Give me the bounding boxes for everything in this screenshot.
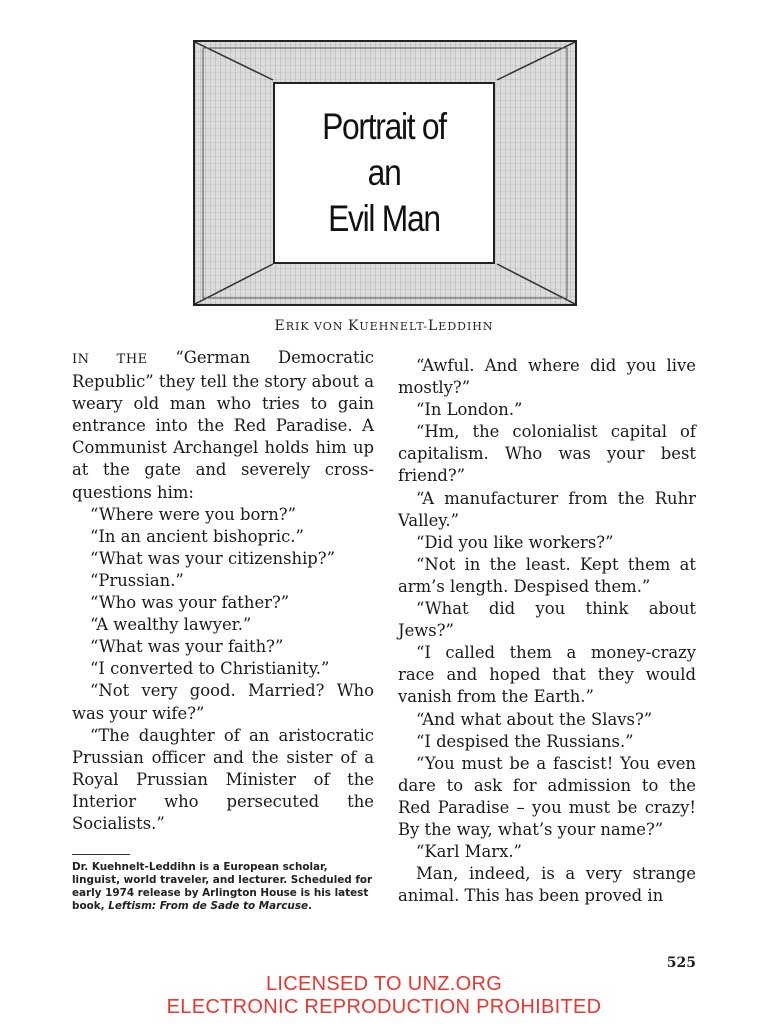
watermark-line-2: ELECTRONIC REPRODUCTION PROHIBITED	[166, 996, 602, 1018]
footnote-book-title: Leftism: From de Sade to Marcuse	[108, 899, 309, 912]
left-paragraph-1-text: “German Democratic Republic” they tell the story about a weary old man who tries to gain entrance into the Red Paradise. A Communist Archangel holds him up at the gate and severely cross-questions him:	[72, 348, 374, 502]
article-title-line-3: Evil Man	[328, 198, 440, 239]
right-paragraph-6: “Not in the least. Kept them at arm’s length. Despised them.”	[398, 554, 696, 596]
author-footnote	[72, 861, 374, 913]
left-paragraph-9: “I converted to Christianity.”	[90, 659, 330, 679]
footnote-end: .	[308, 899, 313, 912]
left-paragraph-7: “A wealthy lawyer.”	[90, 615, 252, 635]
right-paragraph-12: “Karl Marx.”	[416, 842, 522, 862]
byline-l: L	[428, 318, 439, 334]
left-paragraph-8: “What was your faith?”	[90, 637, 284, 657]
article-title-line-1: Portrait of	[322, 106, 446, 147]
left-paragraph-3: “In an ancient bishopric.”	[90, 526, 304, 546]
left-paragraph-4: “What was your citizenship?”	[90, 548, 335, 568]
right-column	[398, 355, 696, 907]
byline-rik-von: RIK VON	[285, 320, 348, 333]
lead-in: IN THE	[72, 352, 148, 367]
right-paragraph-9: “And what about the Slavs?”	[416, 709, 653, 729]
right-paragraph-2: “In London.”	[416, 400, 523, 420]
watermark-line-1: LICENSED TO UNZ.ORG	[265, 973, 503, 995]
footnote-divider	[72, 854, 130, 855]
right-paragraph-4: “A manufacturer from the Ruhr Valley.”	[398, 488, 696, 530]
author-byline	[0, 318, 768, 334]
right-paragraph-3: “Hm, the colonialist capital of capitalism. Who was your best friend?”	[398, 422, 696, 486]
right-paragraph-11: “You must be a fascist! You even dare to ask for admission to the Red Paradise – you must be crazy! By the way, what’s your name?”	[398, 753, 696, 839]
left-paragraph-2: “Where were you born?”	[90, 504, 296, 524]
left-paragraph-10: “Not very good. Married? Who was your wife?”	[72, 681, 374, 723]
right-paragraph-5: “Did you like workers?”	[416, 532, 614, 552]
left-paragraph-6: “Who was your father?”	[90, 593, 290, 613]
license-watermark	[0, 973, 768, 1019]
left-column	[72, 347, 374, 835]
right-paragraph-1: “Awful. And where did you live mostly?”	[398, 356, 696, 398]
byline-eddihn: EDDIHN	[438, 320, 494, 333]
footnote-text: Dr. Kuehnelt-Leddihn is a European scholar, linguist, world traveler, and lecturer. Scheduled for early 1974 release by Arlington House is his latest book,	[72, 861, 373, 912]
right-paragraph-10: “I despised the Russians.”	[416, 731, 634, 751]
title-frame	[193, 40, 577, 306]
left-paragraph-5: “Prussian.”	[90, 570, 184, 590]
right-paragraph-13: Man, indeed, is a very strange animal. This has been proved in	[398, 864, 696, 906]
left-paragraph-11: “The daughter of an aristocratic Prussian officer and the sister of a Royal Prussian Minister of the Interior who persecuted the Socialists.”	[72, 725, 374, 833]
byline-k: K	[347, 318, 360, 334]
right-paragraph-8: “I called them a money-crazy race and hoped that they would vanish from the Earth.”	[398, 643, 696, 707]
page-number: 525	[666, 955, 696, 971]
left-paragraph-1	[72, 347, 374, 504]
byline-e: E	[274, 318, 286, 334]
right-paragraph-7: “What did you think about Jews?”	[398, 599, 696, 641]
byline-uehnelt: UEHNELT-	[359, 320, 428, 333]
article-title-line-2: an	[367, 152, 401, 193]
title-panel	[273, 82, 495, 264]
